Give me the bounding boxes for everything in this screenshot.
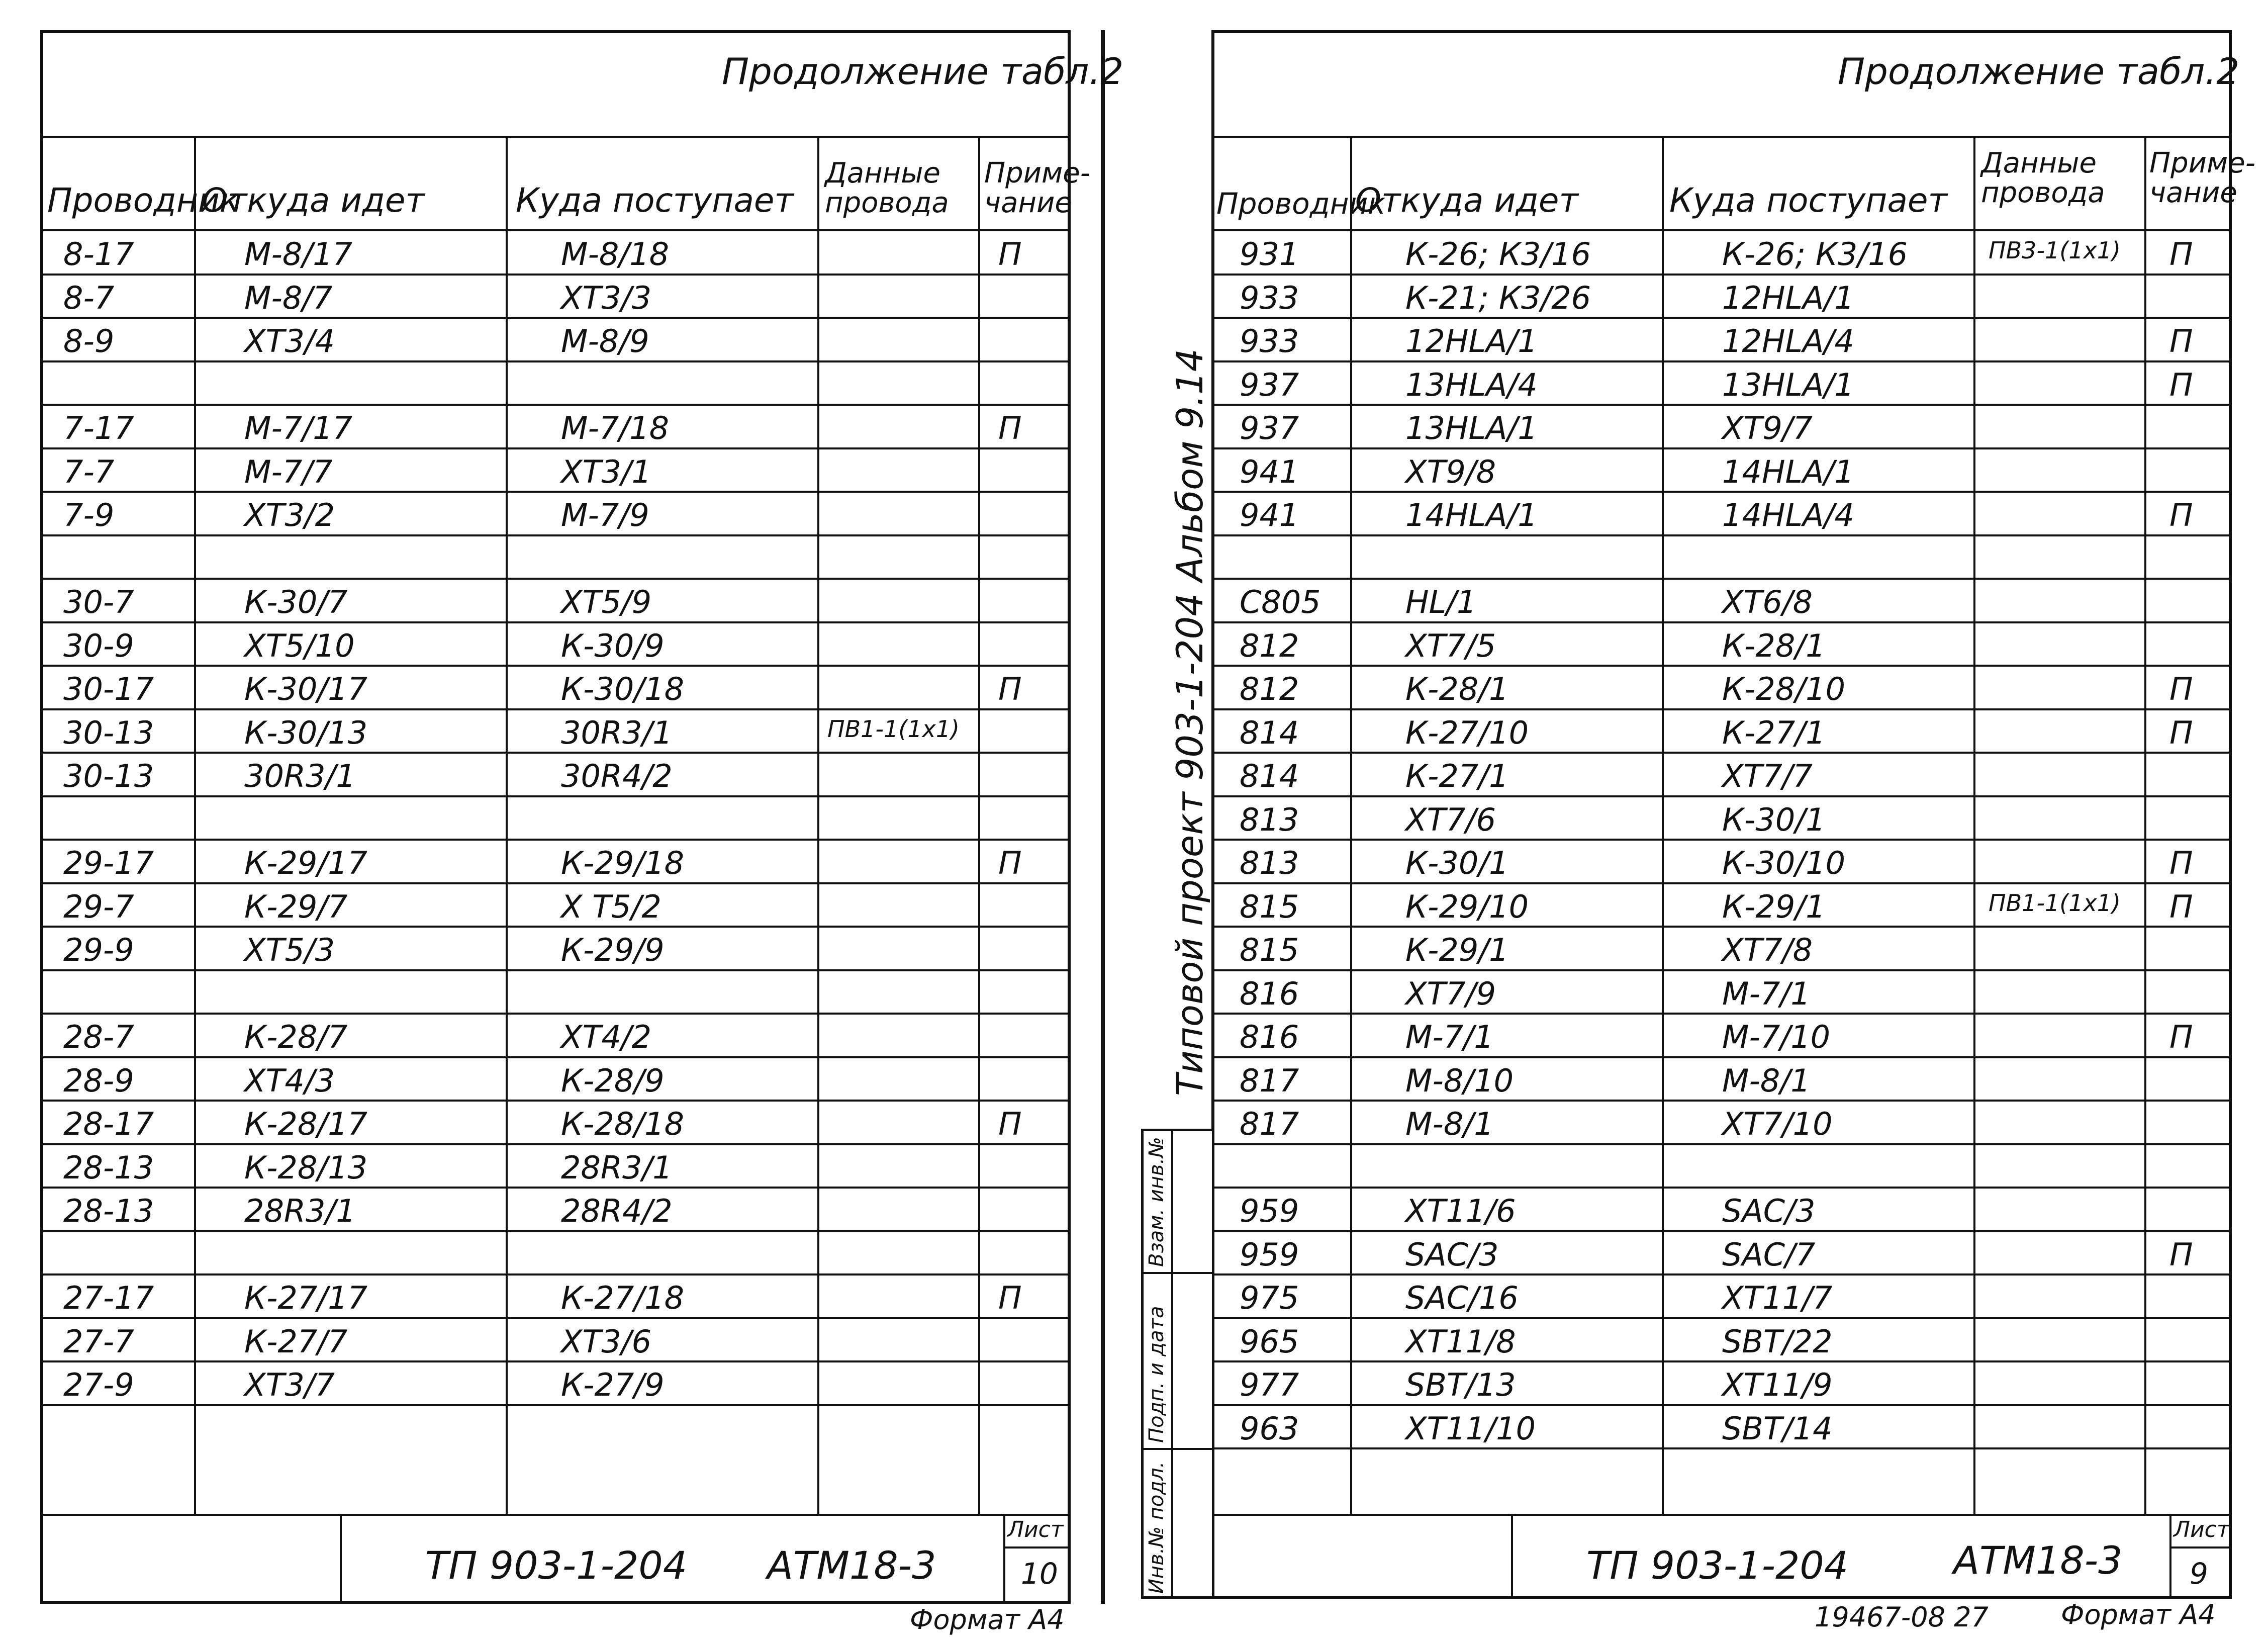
table-row-line (43, 1230, 1069, 1232)
right-stamp-sheet-label: Лист (2174, 1517, 2230, 1542)
cell-from: К-29/10 (1405, 888, 1529, 925)
left-col-line-4 (978, 136, 980, 1514)
cell-to: К-30/9 (561, 627, 665, 664)
cell-note: П (2169, 236, 2193, 272)
cell-to: М-7/1 (1722, 975, 1811, 1012)
cell-wire: 931 (1240, 236, 1299, 272)
cell-wire: 817 (1240, 1106, 1299, 1142)
cell-from: SAC/3 (1405, 1236, 1499, 1273)
cell-to: К-28/10 (1722, 671, 1846, 707)
table-row-line (1214, 1273, 2230, 1276)
right-stamp-sheet-left (2169, 1514, 2171, 1597)
cell-note: П (2169, 671, 2193, 707)
table-row-line (43, 491, 1069, 493)
cell-from: 13HLA/4 (1405, 366, 1538, 403)
cell-to: ХТ3/3 (561, 279, 652, 316)
cell-from: М-7/7 (244, 453, 333, 490)
table-row-line (43, 317, 1069, 319)
table-row-line (43, 752, 1069, 754)
cell-to: SBT/22 (1722, 1323, 1833, 1360)
table-row-line (1214, 360, 2230, 362)
cell-from: К-21; К3/26 (1405, 279, 1591, 316)
table-row-line (43, 274, 1069, 276)
table-row-line (1214, 1143, 2230, 1145)
cell-to: SAC/3 (1722, 1193, 1816, 1229)
cell-note: П (2169, 366, 2193, 403)
cell-to: М-7/18 (561, 410, 670, 446)
side-label-inv: Инв.№ подл. (1145, 1461, 1168, 1594)
cell-wire: 937 (1240, 366, 1299, 403)
table-row-line (43, 1056, 1069, 1058)
cell-from: М-8/10 (1405, 1062, 1514, 1099)
table-row-line (1214, 534, 2230, 536)
left-header-from: Откуда идет (202, 181, 425, 220)
cell-wire: 28-13 (63, 1149, 154, 1186)
cell-wire: 941 (1240, 453, 1299, 490)
cell-to: ХТ3/1 (561, 453, 652, 490)
cell-note: П (2169, 845, 2193, 881)
cell-wire: 815 (1240, 888, 1299, 925)
cell-from: ХТ4/3 (244, 1062, 335, 1099)
cell-wire: 30-9 (63, 627, 134, 664)
right-stamp-sheet-number: 9 (2190, 1557, 2208, 1591)
left-format: Формат А4 (910, 1604, 1065, 1635)
cell-wire: 28-17 (63, 1106, 154, 1142)
cell-to: 13HLA/1 (1722, 366, 1854, 403)
cell-from: ХТ5/3 (244, 932, 335, 968)
cell-wire: 815 (1240, 932, 1299, 968)
cell-wire: С805 (1240, 584, 1321, 620)
table-row-line (1214, 1447, 2230, 1449)
cell-to: ХТ9/7 (1722, 410, 1813, 446)
cell-from: 12HLA/1 (1405, 323, 1538, 359)
cell-wire: 8-7 (63, 279, 115, 316)
cell-from: ХТ3/4 (244, 323, 335, 359)
cell-wire: 977 (1240, 1367, 1299, 1403)
cell-wire: 933 (1240, 323, 1299, 359)
cell-note: П (2169, 714, 2193, 751)
table-row-line (1214, 404, 2230, 406)
table-row-line (1214, 1360, 2230, 1362)
table-row-line (1214, 665, 2230, 667)
cell-to: К-27/1 (1722, 714, 1826, 751)
cell-note: П (2169, 1019, 2193, 1055)
left-stamp-sheet-number: 10 (1021, 1557, 1058, 1591)
left-stamp-box-left (340, 1514, 342, 1602)
cell-wire: 937 (1240, 410, 1299, 446)
cell-wire: 30-13 (63, 758, 154, 794)
cell-to: К-30/10 (1722, 845, 1846, 881)
cell-wire: 813 (1240, 845, 1299, 881)
cell-to: К-30/18 (561, 671, 685, 707)
table-row-line (43, 578, 1069, 580)
table-row-line (1214, 1404, 2230, 1406)
cell-wire: 27-9 (63, 1367, 134, 1403)
right-stamp-sheet-divider (2169, 1546, 2230, 1549)
cell-wire: 7-17 (63, 410, 134, 446)
cell-to: К-29/1 (1722, 888, 1826, 925)
cell-data: ПВ3-1(1х1) (1989, 237, 2121, 264)
right-header-wire: Проводник (1216, 187, 1386, 221)
cell-to: Х Т5/2 (561, 888, 662, 925)
table-row-line (43, 621, 1069, 623)
cell-to: К-28/9 (561, 1062, 665, 1099)
cell-note: П (2169, 323, 2193, 359)
left-stamp-doc: АТМ18-3 (767, 1543, 936, 1588)
cell-note: П (2169, 497, 2193, 533)
cell-from: М-7/1 (1405, 1019, 1494, 1055)
cell-from: 14HLA/1 (1405, 497, 1538, 533)
cell-wire: 933 (1240, 279, 1299, 316)
table-row-line (1214, 1056, 2230, 1058)
right-header-note: Приме-чание (2149, 147, 2255, 209)
table-row-line (1214, 926, 2230, 928)
cell-wire: 28-9 (63, 1062, 134, 1099)
cell-to: 12HLA/1 (1722, 279, 1854, 316)
left-sheet (40, 30, 1124, 1604)
cell-from: К-29/1 (1405, 932, 1509, 968)
right-col-line-4 (2144, 136, 2146, 1514)
cell-from: М-8/17 (244, 236, 353, 272)
left-header-note: Приме-чание (984, 157, 1090, 219)
cell-wire: 8-17 (63, 236, 134, 272)
cell-from: SAC/16 (1405, 1280, 1519, 1316)
cell-from: 30R3/1 (244, 758, 356, 794)
cell-from: М-8/7 (244, 279, 333, 316)
table-row-line (1214, 969, 2230, 971)
cell-to: К-28/18 (561, 1106, 685, 1142)
cell-to: ХТ7/10 (1722, 1106, 1833, 1142)
cell-from: К-28/1 (1405, 671, 1509, 707)
cell-wire: 7-9 (63, 497, 115, 533)
cell-from: М-7/17 (244, 410, 353, 446)
right-header-top-line (1214, 136, 2230, 138)
table-row-line (1214, 578, 2230, 580)
left-col-line-1 (194, 136, 196, 1514)
cell-note: П (998, 1280, 1022, 1316)
table-row-line (43, 360, 1069, 362)
cell-to: К-29/9 (561, 932, 665, 968)
right-format: Формат А4 (2061, 1599, 2216, 1630)
right-title: Продолжение табл.2 (1838, 50, 2240, 93)
cell-note: П (998, 1106, 1022, 1142)
left-header-top-line (43, 136, 1069, 138)
cell-from: 28R3/1 (244, 1193, 356, 1229)
cell-from: К-30/17 (244, 671, 368, 707)
table-row-line (43, 839, 1069, 841)
cell-wire: 812 (1240, 671, 1299, 707)
left-stamp-sheet-left (1003, 1514, 1005, 1602)
cell-to: SAC/7 (1722, 1236, 1816, 1273)
cell-wire: 975 (1240, 1280, 1299, 1316)
table-row-line (43, 404, 1069, 406)
right-archive-number: 19467-08 27 (1815, 1601, 1989, 1633)
left-title: Продолжение табл.2 (722, 50, 1124, 93)
table-row-line (1214, 882, 2230, 884)
right-stamp-doc: АТМ18-3 (1953, 1538, 2123, 1583)
cell-to: 12HLA/4 (1722, 323, 1854, 359)
right-side-strip-divider (1171, 1129, 1173, 1599)
table-row-line (43, 1100, 1069, 1102)
right-col-line-3 (1973, 136, 1975, 1514)
right-header-bottom-line (1214, 229, 2230, 231)
table-row-line (1214, 274, 2230, 276)
side-label-sign: Подп. и дата (1145, 1306, 1168, 1443)
cell-wire: 28-13 (63, 1193, 154, 1229)
table-row-line (43, 926, 1069, 928)
cell-from: К-26; К3/16 (1405, 236, 1591, 272)
table-row-line (1214, 1230, 2230, 1232)
cell-to: К-30/1 (1722, 801, 1826, 838)
left-header-to: Куда поступает (516, 181, 794, 220)
cell-to: 28R3/1 (561, 1149, 673, 1186)
cell-from: ХТ9/8 (1405, 453, 1496, 490)
cell-from: ХТ11/6 (1405, 1193, 1516, 1229)
gutter-line (1101, 30, 1105, 1604)
cell-from: ХТ5/10 (244, 627, 355, 664)
cell-from: ХТ11/10 (1405, 1410, 1536, 1447)
cell-to: 30R4/2 (561, 758, 673, 794)
side-label-replace: Взам. инв.№ (1145, 1137, 1168, 1267)
cell-wire: 29-17 (63, 845, 154, 881)
cell-to: К-26; К3/16 (1722, 236, 1908, 272)
cell-wire: 959 (1240, 1193, 1299, 1229)
left-col-line-2 (506, 136, 508, 1514)
table-row-line (1214, 795, 2230, 797)
table-row-line (43, 1317, 1069, 1319)
table-row-line (43, 1013, 1069, 1015)
table-row-line (1214, 1317, 2230, 1319)
cell-to: М-8/18 (561, 236, 670, 272)
cell-wire: 816 (1240, 975, 1299, 1012)
cell-wire: 28-7 (63, 1019, 134, 1055)
left-stamp-sheet-divider (1003, 1546, 1069, 1549)
cell-from: К-29/17 (244, 845, 368, 881)
table-row-line (43, 534, 1069, 536)
cell-wire: 959 (1240, 1236, 1299, 1273)
cell-from: М-8/1 (1405, 1106, 1494, 1142)
left-header-bottom-line (43, 229, 1069, 231)
right-side-strip-line-2 (1141, 1448, 1214, 1450)
table-row-line (1214, 491, 2230, 493)
cell-to: ХТ11/9 (1722, 1367, 1833, 1403)
cell-from: К-30/1 (1405, 845, 1509, 881)
left-header-wire: Проводник (47, 181, 240, 220)
cell-wire: 29-9 (63, 932, 134, 968)
table-row-line (43, 1273, 1069, 1276)
table-row-line (1214, 839, 2230, 841)
left-col-line-3 (817, 136, 819, 1514)
table-row-line (1214, 317, 2230, 319)
cell-to: ХТ11/7 (1722, 1280, 1833, 1316)
cell-note: П (998, 671, 1022, 707)
cell-wire: 814 (1240, 758, 1299, 794)
left-stamp-code: ТП 903-1-204 (425, 1543, 688, 1588)
cell-to: К-27/18 (561, 1280, 685, 1316)
cell-to: 14HLA/1 (1722, 453, 1854, 490)
album-label: Типовой проект 903-1-204 Альбом 9.14 (1169, 348, 1211, 1096)
cell-wire: 816 (1240, 1019, 1299, 1055)
table-row-line (1214, 752, 2230, 754)
cell-from: К-27/17 (244, 1280, 368, 1316)
cell-wire: 30-17 (63, 671, 154, 707)
cell-from: К-30/7 (244, 584, 348, 620)
cell-to: 14HLA/4 (1722, 497, 1854, 533)
cell-wire: 817 (1240, 1062, 1299, 1099)
cell-note: П (2169, 1236, 2193, 1273)
cell-from: ХТ7/9 (1405, 975, 1496, 1012)
cell-to: М-8/9 (561, 323, 649, 359)
cell-wire: 27-7 (63, 1323, 134, 1360)
table-row-line (43, 1143, 1069, 1145)
cell-to: ХТ7/8 (1722, 932, 1813, 968)
cell-to: К-27/9 (561, 1367, 665, 1403)
cell-wire: 29-7 (63, 888, 134, 925)
right-col-line-2 (1662, 136, 1664, 1514)
table-row-line (1214, 1187, 2230, 1189)
left-header-data: Данные провода (825, 157, 949, 219)
cell-wire: 813 (1240, 801, 1299, 838)
right-stamp-box-top (1511, 1514, 2230, 1516)
right-header-to: Куда поступает (1669, 181, 1947, 220)
table-row-line (1214, 1100, 2230, 1102)
cell-from: К-28/17 (244, 1106, 368, 1142)
table-row-line (43, 665, 1069, 667)
cell-note: П (998, 410, 1022, 446)
cell-wire: 963 (1240, 1410, 1299, 1447)
cell-from: К-27/1 (1405, 758, 1509, 794)
cell-note: П (998, 845, 1022, 881)
table-row-line (1214, 1013, 2230, 1015)
cell-from: К-27/7 (244, 1323, 348, 1360)
table-row-line (43, 882, 1069, 884)
cell-from: К-27/10 (1405, 714, 1529, 751)
table-row-line (1214, 708, 2230, 710)
cell-data: ПВ1-1(1х1) (1989, 889, 2121, 917)
table-row-line (43, 1404, 1069, 1406)
cell-from: ХТ7/6 (1405, 801, 1496, 838)
cell-from: ХТ3/7 (244, 1367, 335, 1403)
cell-to: ХТ5/9 (561, 584, 652, 620)
cell-to: 28R4/2 (561, 1193, 673, 1229)
cell-data: ПВ1-1(1х1) (827, 715, 960, 743)
cell-from: ХТ11/8 (1405, 1323, 1516, 1360)
cell-to: К-28/1 (1722, 627, 1826, 664)
cell-wire: 814 (1240, 714, 1299, 751)
table-row-line (43, 795, 1069, 797)
cell-wire: 941 (1240, 497, 1299, 533)
cell-wire: 8-9 (63, 323, 115, 359)
cell-wire: 965 (1240, 1323, 1299, 1360)
cell-to: ХТ7/7 (1722, 758, 1813, 794)
cell-from: К-29/7 (244, 888, 348, 925)
cell-from: К-28/13 (244, 1149, 368, 1186)
cell-from: SBT/13 (1405, 1367, 1516, 1403)
cell-wire: 7-7 (63, 453, 115, 490)
cell-from: ХТ3/2 (244, 497, 335, 533)
cell-to: ХТ4/2 (561, 1019, 652, 1055)
left-stamp-box-top (340, 1514, 1069, 1516)
cell-from: К-28/7 (244, 1019, 348, 1055)
table-row-line (43, 447, 1069, 449)
cell-to: ХТ6/8 (1722, 584, 1813, 620)
cell-to: М-7/10 (1722, 1019, 1831, 1055)
cell-wire: 30-13 (63, 714, 154, 751)
table-row-line (1214, 621, 2230, 623)
right-stamp-box-left (1511, 1514, 1513, 1597)
cell-to: М-8/1 (1722, 1062, 1811, 1099)
table-row-line (43, 1187, 1069, 1189)
cell-wire: 30-7 (63, 584, 134, 620)
cell-from: 13HLA/1 (1405, 410, 1538, 446)
cell-note: П (998, 236, 1022, 272)
right-sheet (1211, 30, 2255, 1599)
right-header-data: Данные провода (1981, 147, 2105, 209)
cell-from: HL/1 (1405, 584, 1477, 620)
cell-from: ХТ7/5 (1405, 627, 1496, 664)
right-side-strip-line-1 (1141, 1272, 1214, 1274)
table-row-line (1214, 447, 2230, 449)
table-row-line (43, 1360, 1069, 1362)
right-header-from: Откуда идет (1355, 181, 1578, 220)
cell-to: К-29/18 (561, 845, 685, 881)
cell-to: 30R3/1 (561, 714, 673, 751)
cell-to: ХТ3/6 (561, 1323, 652, 1360)
table-row-line (43, 708, 1069, 710)
cell-wire: 27-17 (63, 1280, 154, 1316)
left-stamp-sheet-label: Лист (1007, 1517, 1064, 1542)
right-stamp-code: ТП 903-1-204 (1586, 1543, 1849, 1588)
cell-wire: 812 (1240, 627, 1299, 664)
right-col-line-1 (1350, 136, 1352, 1514)
table-row-line (43, 969, 1069, 971)
cell-note: П (2169, 888, 2193, 925)
cell-from: К-30/13 (244, 714, 368, 751)
cell-to: SBT/14 (1722, 1410, 1833, 1447)
cell-to: М-7/9 (561, 497, 649, 533)
